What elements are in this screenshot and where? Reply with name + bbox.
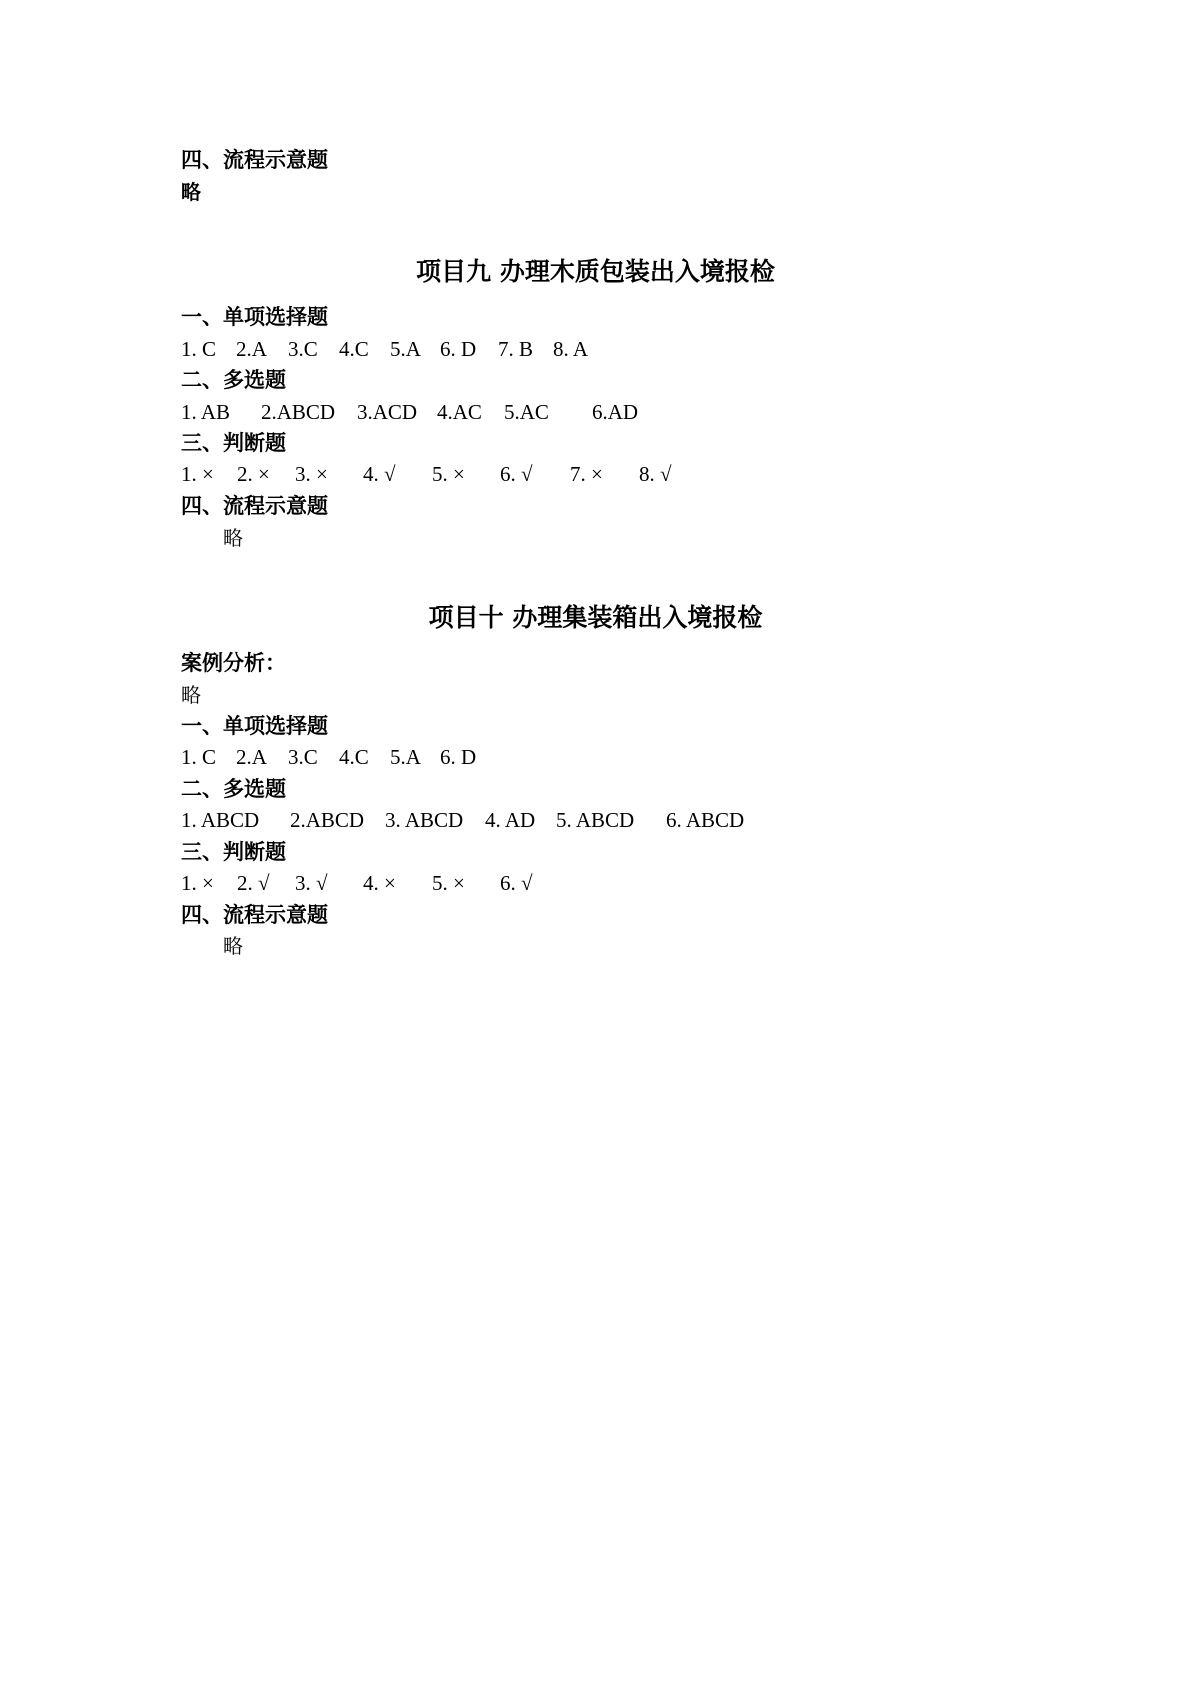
answer-item: 6. ABCD	[666, 808, 745, 832]
answer-item: 5. ×	[432, 462, 465, 486]
answer-item: 5. ×	[432, 871, 465, 895]
project9-true-false-answers	[181, 464, 881, 488]
answer-item: 1. ×	[181, 462, 214, 486]
answer-item: 2.ABCD	[261, 400, 336, 424]
project10-multiple-choice-heading: 二、多选题	[181, 777, 286, 801]
answer-item: 1. C	[181, 745, 217, 769]
answer-item: 6. D	[440, 337, 477, 361]
answer-item: 1. C	[181, 337, 217, 361]
project10-flowchart-heading: 四、流程示意题	[181, 903, 328, 927]
answer-item: 4.AC	[437, 400, 482, 424]
project9-multiple-choice-answers	[181, 402, 881, 426]
answer-item: 4. AD	[485, 808, 536, 832]
answer-item: 6. D	[440, 745, 477, 769]
project9-true-false-heading: 三、判断题	[181, 431, 286, 455]
answer-item: 5. ABCD	[556, 808, 635, 832]
answer-item: 4. √	[363, 462, 396, 486]
answer-item: 3. √	[295, 871, 328, 895]
answer-item: 2.A	[236, 337, 267, 361]
project10-case-analysis-answer: 略	[181, 683, 201, 707]
project9-single-choice-heading: 一、单项选择题	[181, 305, 328, 329]
project10-multiple-choice-answers	[181, 810, 781, 834]
answer-item: 4.C	[339, 337, 369, 361]
answer-item: 1. ABCD	[181, 808, 260, 832]
answer-item: 3.C	[288, 745, 318, 769]
answer-item: 6. √	[500, 462, 533, 486]
project10-flowchart-answer: 略	[223, 934, 243, 958]
project9-multiple-choice-heading: 二、多选题	[181, 368, 286, 392]
answer-item: 8. A	[553, 337, 589, 361]
project10-true-false-answers	[181, 873, 781, 897]
answer-item: 3.ACD	[357, 400, 418, 424]
answer-item: 6.AD	[592, 400, 639, 424]
answer-item: 7. B	[498, 337, 534, 361]
answer-item: 5.A	[390, 745, 421, 769]
answer-item: 3. ABCD	[385, 808, 464, 832]
project9-single-choice-answers	[181, 339, 881, 363]
answer-item: 2.A	[236, 745, 267, 769]
project9-flowchart-answer: 略	[223, 526, 243, 550]
answer-item: 3.C	[288, 337, 318, 361]
answer-item: 2. √	[237, 871, 270, 895]
answer-item: 5.A	[390, 337, 421, 361]
answer-item: 5.AC	[504, 400, 549, 424]
answer-item: 6. √	[500, 871, 533, 895]
answer-item: 8. √	[639, 462, 672, 486]
answer-item: 1. AB	[181, 400, 231, 424]
project10-title: 项目十 办理集装箱出入境报检	[428, 603, 763, 632]
answer-item: 1. ×	[181, 871, 214, 895]
project10-case-analysis-heading: 案例分析：	[181, 651, 286, 675]
project10-true-false-heading: 三、判断题	[181, 840, 286, 864]
answer-item: 3. ×	[295, 462, 328, 486]
section-heading-flowchart: 四、流程示意题	[181, 148, 328, 172]
answer-item: 2. ×	[237, 462, 270, 486]
answer-item: 4. ×	[363, 871, 396, 895]
project9-title: 项目九 办理木质包装出入境报检	[416, 257, 775, 286]
answer-item: 7. ×	[570, 462, 603, 486]
project9-flowchart-heading: 四、流程示意题	[181, 494, 328, 518]
project10-single-choice-answers	[181, 747, 881, 771]
answer-item: 4.C	[339, 745, 369, 769]
project10-single-choice-heading: 一、单项选择题	[181, 714, 328, 738]
section-answer-flowchart: 略	[181, 180, 201, 204]
answer-item: 2.ABCD	[290, 808, 365, 832]
